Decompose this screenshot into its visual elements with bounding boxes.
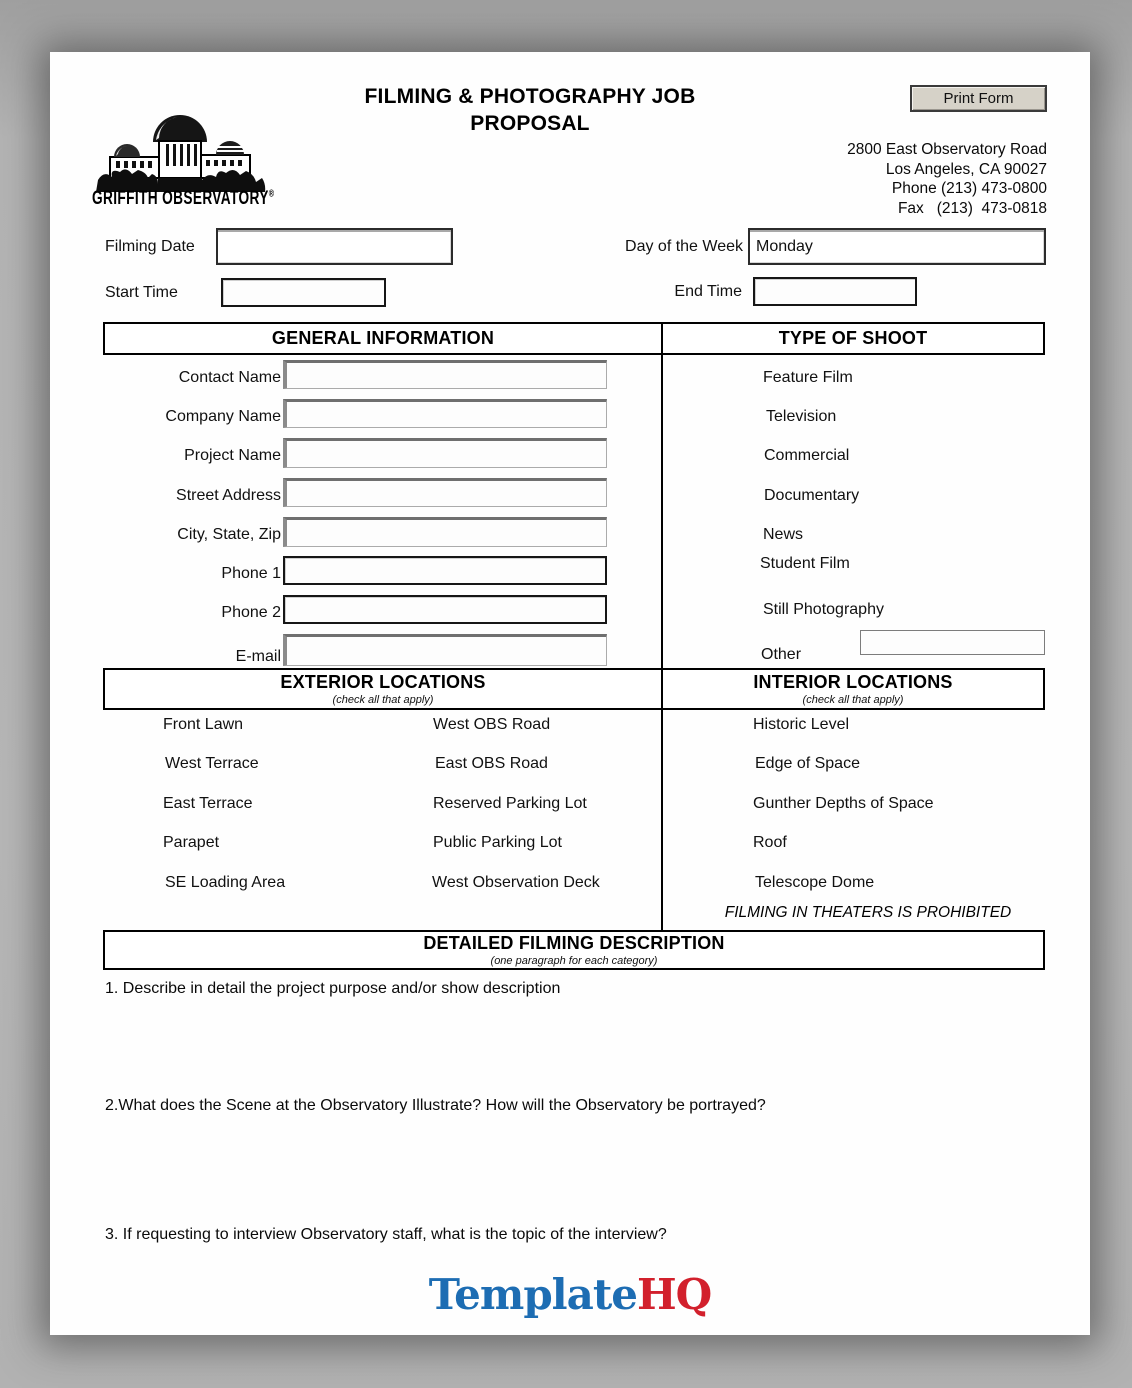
shoot-option-still-photography[interactable]: Still Photography (763, 601, 884, 618)
filming-date-input[interactable] (218, 230, 451, 263)
contact-name-input[interactable] (287, 363, 606, 388)
interior-gunther-depths-of-space[interactable]: Gunther Depths of Space (753, 795, 934, 812)
form-sheet (50, 52, 1090, 1335)
exterior-locations-header-cell (105, 670, 663, 708)
section-header-row-2 (103, 668, 1045, 710)
shoot-other-input[interactable] (861, 631, 1044, 654)
exterior-se-loading-area[interactable]: SE Loading Area (165, 874, 286, 891)
day-of-week-label: Day of the Week (625, 238, 743, 255)
shoot-option-television[interactable]: Television (766, 408, 837, 425)
general-information-header-cell (105, 324, 663, 353)
city-state-zip-label: City, State, Zip (177, 526, 281, 543)
shoot-option-documentary[interactable]: Documentary (764, 487, 860, 504)
email-input[interactable] (287, 637, 606, 665)
interior-roof[interactable]: Roof (753, 834, 787, 851)
page-title-line2: PROPOSAL (470, 112, 590, 135)
detailed-description-header: DETAILED FILMING DESCRIPTION (423, 933, 725, 953)
type-of-shoot-header-cell (663, 324, 1043, 353)
shoot-option-student-film[interactable]: Student Film (760, 555, 850, 572)
street-address-label: Street Address (176, 487, 281, 504)
filming-date-label: Filming Date (105, 238, 195, 255)
templatehq-logo-blue: Template (428, 1270, 637, 1319)
day-of-week-input[interactable] (750, 230, 1044, 263)
logo-wordmark (92, 188, 274, 210)
address-line: 2800 East Observatory Road (847, 141, 1047, 158)
interior-edge-of-space[interactable]: Edge of Space (755, 755, 860, 772)
interior-telescope-dome[interactable]: Telescope Dome (755, 874, 875, 891)
theaters-prohibited-note: FILMING IN THEATERS IS PROHIBITED (724, 904, 1012, 921)
exterior-public-parking-lot[interactable]: Public Parking Lot (433, 834, 562, 851)
start-time-label: Start Time (105, 284, 178, 301)
city-state-zip-input[interactable] (287, 520, 606, 546)
observatory-illustration (90, 100, 270, 192)
page-title-line1: FILMING & PHOTOGRAPHY JOB (364, 85, 696, 108)
end-time-input[interactable] (755, 279, 915, 304)
column-divider (661, 355, 663, 668)
interior-locations-header-cell (663, 670, 1043, 708)
exterior-west-obs-road[interactable]: West OBS Road (433, 716, 551, 733)
print-form-button[interactable]: Print Form (910, 85, 1047, 112)
section-header-row-1 (103, 322, 1045, 355)
company-name-label: Company Name (165, 408, 281, 425)
start-time-input[interactable] (223, 280, 384, 305)
interior-locations-instruction: (check all that apply) (802, 694, 904, 706)
street-address-input[interactable] (287, 481, 606, 506)
shoot-option-other[interactable]: Other (761, 646, 802, 663)
email-label: E-mail (235, 648, 281, 665)
general-information-header: GENERAL INFORMATION (271, 328, 495, 348)
templatehq-logo (50, 1270, 1090, 1319)
detailed-description-instruction: (one paragraph for each category) (490, 955, 658, 967)
exterior-east-terrace[interactable]: East Terrace (163, 795, 253, 812)
exterior-west-terrace[interactable]: West Terrace (165, 755, 259, 772)
logo-name: GRIFFITH OBSERVATORY (92, 188, 269, 209)
phone1-input[interactable] (285, 558, 605, 583)
interior-locations-header: INTERIOR LOCATIONS (753, 672, 953, 692)
company-name-input[interactable] (287, 402, 606, 427)
griffith-observatory-logo-icon (90, 100, 275, 209)
phone1-label: Phone 1 (221, 565, 281, 582)
exterior-parapet[interactable]: Parapet (163, 834, 220, 851)
address-line: Phone (213) 473-0800 (891, 180, 1047, 197)
shoot-option-commercial[interactable]: Commercial (764, 447, 850, 464)
address-block (690, 140, 1047, 218)
interior-historic-level[interactable]: Historic Level (753, 716, 850, 733)
exterior-locations-header: EXTERIOR LOCATIONS (280, 672, 486, 692)
column-divider (661, 710, 663, 930)
end-time-label: End Time (674, 283, 742, 300)
exterior-reserved-parking-lot[interactable]: Reserved Parking Lot (433, 795, 587, 812)
registered-trademark-icon: ® (268, 188, 275, 200)
question-1: 1. Describe in detail the project purpose and/or show description (105, 980, 561, 997)
exterior-west-observation-deck[interactable]: West Observation Deck (432, 874, 600, 891)
exterior-locations-instruction: (check all that apply) (332, 694, 434, 706)
project-name-input[interactable] (287, 441, 606, 467)
question-3: 3. If requesting to interview Observatory staff, what is the topic of the interview? (105, 1226, 667, 1243)
templatehq-logo-red: HQ (636, 1270, 712, 1319)
exterior-east-obs-road[interactable]: East OBS Road (435, 755, 548, 772)
shoot-option-feature-film[interactable]: Feature Film (763, 369, 853, 386)
exterior-front-lawn[interactable]: Front Lawn (163, 716, 244, 733)
detailed-description-header-cell (105, 932, 1043, 968)
project-name-label: Project Name (184, 447, 281, 464)
phone2-input[interactable] (285, 597, 605, 622)
phone2-label: Phone 2 (221, 604, 281, 621)
contact-name-label: Contact Name (178, 369, 281, 386)
address-line: Los Angeles, CA 90027 (885, 160, 1047, 178)
page-title (240, 83, 820, 137)
question-2: 2.What does the Scene at the Observatory Illustrate? How will the Observatory be portrayed? (105, 1097, 766, 1114)
type-of-shoot-header: TYPE OF SHOOT (778, 328, 928, 348)
shoot-option-news[interactable]: News (763, 526, 804, 543)
section-header-row-3 (103, 930, 1045, 970)
address-line: Fax (213) 473-0818 (897, 199, 1047, 217)
